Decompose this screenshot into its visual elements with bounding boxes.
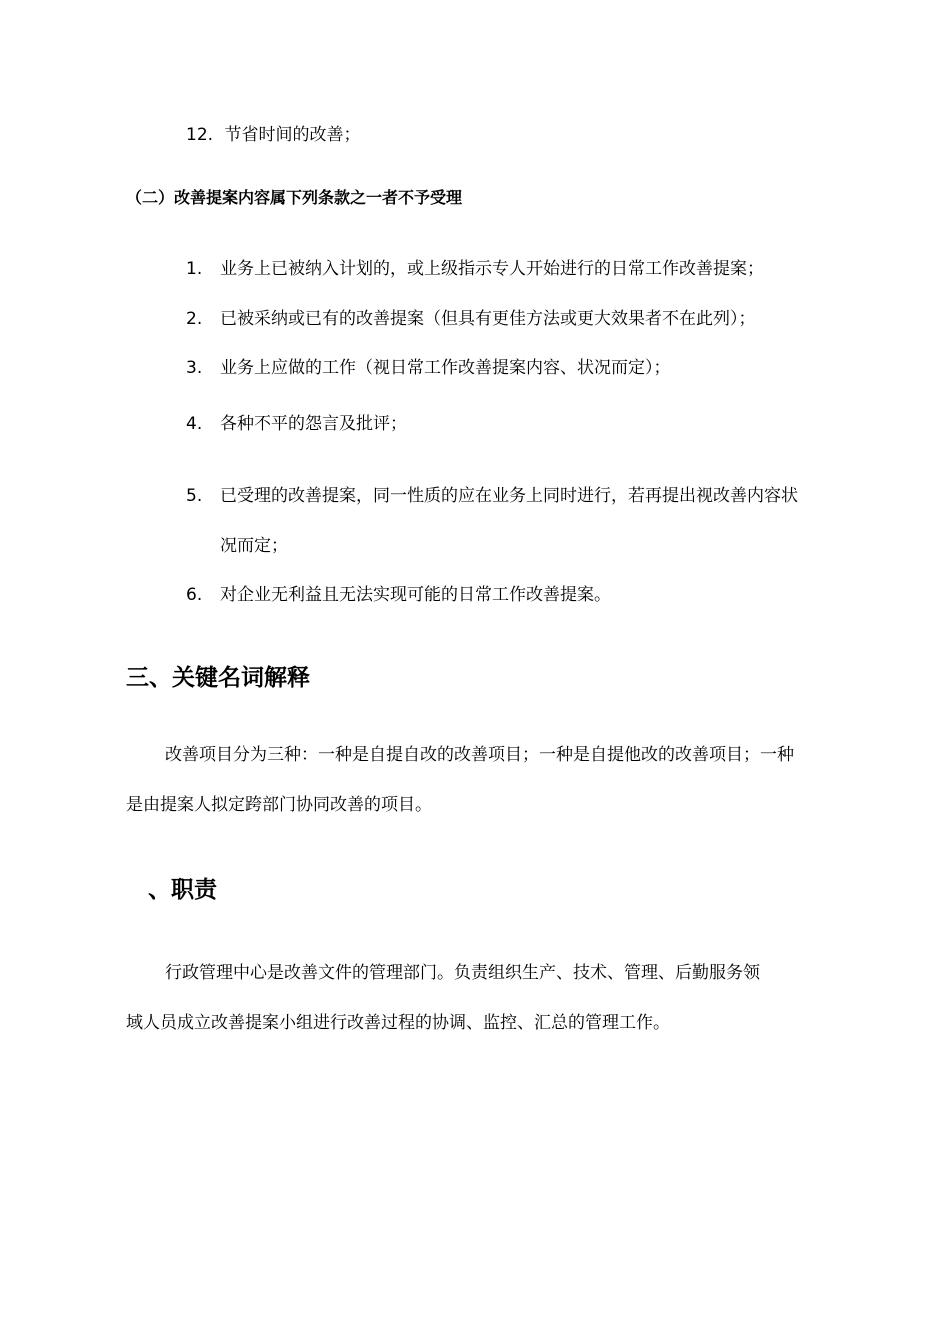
list-item-text: 业务上应做的工作（视日常工作改善提案内容、状况而定）； <box>220 358 671 378</box>
list-item-12 <box>186 125 360 145</box>
list-item-text: 节省时间的改善； <box>224 125 361 145</box>
list-item-1 <box>186 259 764 279</box>
subsection-heading: （二）改善提案内容属下列条款之一者不予受理 <box>126 188 463 207</box>
list-item-number: 3. <box>186 358 203 378</box>
list-item-6 <box>186 585 611 605</box>
list-item-text: 各种不平的怨言及批评； <box>220 414 407 434</box>
list-item-number: 6. <box>186 585 203 605</box>
section-heading-4: 、职责 <box>148 877 217 903</box>
section4-paragraph-line1: 行政管理中心是改善文件的管理部门。负责组织生产、技术、管理、后勤服务领 <box>165 963 760 983</box>
section-heading-3: 三、关键名词解释 <box>126 665 310 691</box>
list-item-text: 对企业无利益且无法实现可能的日常工作改善提案。 <box>220 585 611 605</box>
list-item-number: 5. <box>186 486 203 506</box>
list-item-number: 1. <box>186 259 203 279</box>
list-item-2 <box>186 309 756 329</box>
list-item-4 <box>186 414 407 434</box>
section4-paragraph-line2: 域人员成立改善提案小组进行改善过程的协调、监控、汇总的管理工作。 <box>126 1013 670 1033</box>
list-item-5-continuation: 况而定； <box>220 536 288 556</box>
section3-paragraph-line1: 改善项目分为三种：一种是自提自改的改善项目；一种是自提他改的改善项目；一种 <box>165 745 794 765</box>
list-item-number: 4. <box>186 414 203 434</box>
list-item-text: 已受理的改善提案，同一性质的应在业务上同时进行，若再提出视改善内容状 <box>220 486 798 506</box>
list-item-5 <box>186 486 798 506</box>
section3-paragraph-line2: 是由提案人拟定跨部门协同改善的项目。 <box>126 795 432 815</box>
list-item-number: 12. <box>186 125 214 145</box>
list-item-3 <box>186 358 671 378</box>
list-item-text: 已被采纳或已有的改善提案（但具有更佳方法或更大效果者不在此列）； <box>220 309 756 329</box>
list-item-number: 2. <box>186 309 203 329</box>
list-item-text: 业务上已被纳入计划的，或上级指示专人开始进行的日常工作改善提案； <box>220 259 764 279</box>
